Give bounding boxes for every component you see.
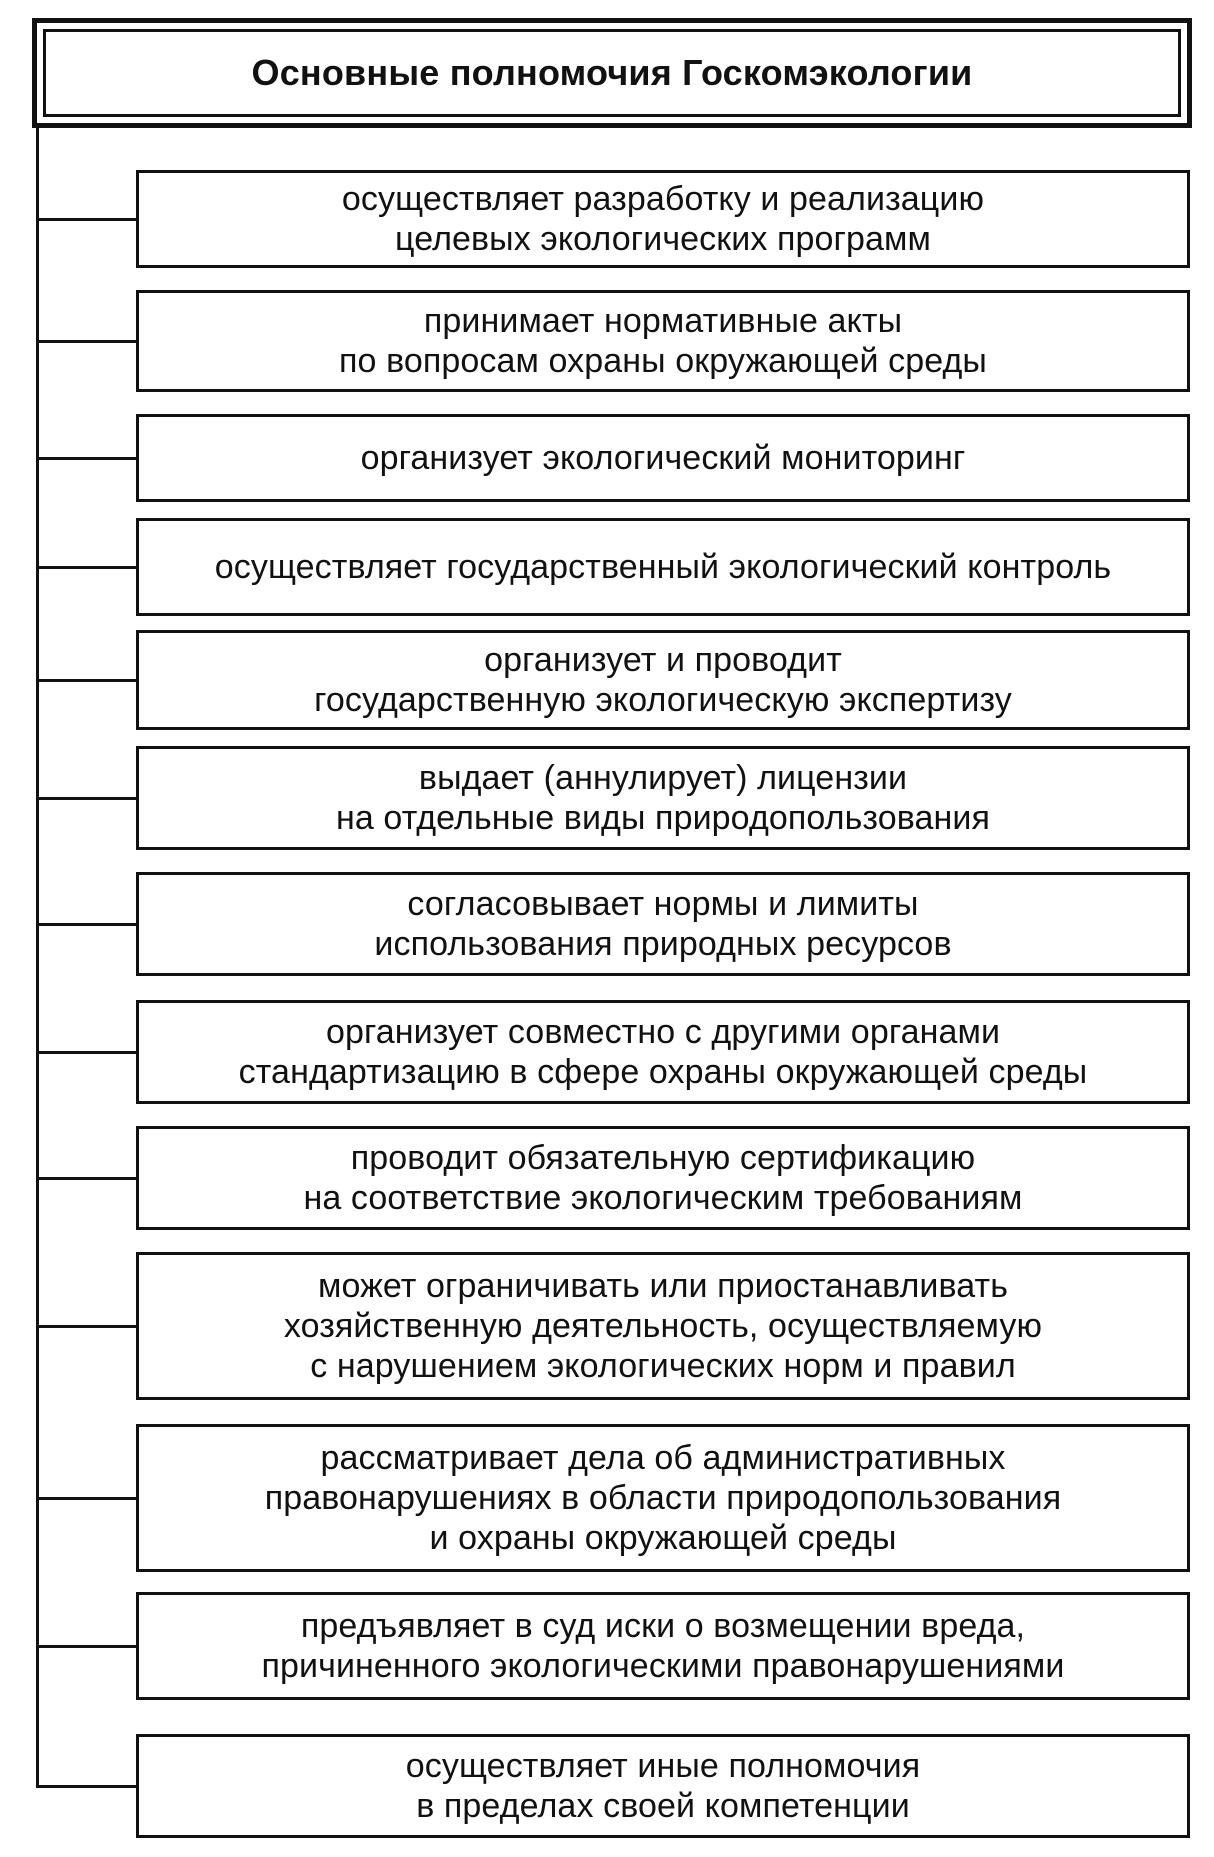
authority-text-line: на соответствие экологическим требованиям [303,1179,1023,1217]
connector-line [36,1497,136,1500]
authority-box [136,872,1190,976]
connector-line [36,1645,136,1648]
connector-line [36,923,136,926]
authority-text-line: организует и проводит [484,641,842,679]
authority-box [136,290,1190,392]
connector-line [36,457,136,460]
connector-line [36,340,136,343]
authority-text-line: правонарушениях в области природопользования [264,1479,1062,1517]
authority-text-line: с нарушением экологических норм и правил [310,1347,1016,1385]
authority-text-line: выдает (аннулирует) лицензии [418,759,908,797]
authority-text-line: хозяйственную деятельность, осуществляемую [283,1307,1043,1345]
connector-line [36,1177,136,1180]
diagram-header [32,18,1192,128]
authority-text-line: использования природных ресурсов [374,925,952,963]
authority-box [136,1424,1190,1572]
authority-text-line: организует экологический мониторинг [360,439,966,477]
authority-text-line: и охраны окружающей среды [429,1519,897,1557]
authority-box [136,414,1190,502]
connector-line [36,1051,136,1054]
authority-text-line: предъявляет в суд иски о возмещении вреда, [300,1607,1026,1645]
authority-box [136,1252,1190,1400]
authority-text-line: по вопросам охраны окружающей среды [339,342,987,380]
connector-line [36,566,136,569]
diagram-header-inner [43,29,1181,117]
authority-text-line: проводит обязательную сертификацию [350,1139,976,1177]
authority-box [136,518,1190,616]
authority-text-line: принимает нормативные акты [423,302,903,340]
connector-line [36,1785,136,1788]
authority-text-line: государственную экологическую экспертизу [314,681,1012,719]
connector-line [36,797,136,800]
authority-box [136,1734,1190,1838]
authority-text-line: стандартизацию в сфере охраны окружающей среды [238,1053,1088,1091]
authority-box [136,1126,1190,1230]
authority-box [136,170,1190,268]
authority-text-line: причиненного экологическими правонарушениями [261,1647,1065,1685]
authority-text-line: может ограничивать или приостанавливать [317,1267,1009,1305]
diagram-title: Основные полномочия Госкомэкологии [251,52,973,93]
authority-box [136,746,1190,850]
authority-box [136,1000,1190,1104]
authority-text-line: в пределах своей компетенции [416,1787,910,1825]
authority-text-line: целевых экологических программ [395,220,931,258]
tree-spine-line [36,128,39,1788]
authority-text-line: осуществляет государственный экологический контроль [214,548,1112,586]
authority-text-line: согласовывает нормы и лимиты [407,885,919,923]
authority-text-line: осуществляет иные полномочия [405,1747,921,1785]
connector-line [36,218,136,221]
authority-box [136,1592,1190,1700]
authority-text-line: осуществляет разработку и реализацию [341,180,985,218]
authority-text-line: рассматривает дела об административных [320,1439,1006,1477]
authority-box [136,630,1190,730]
connector-line [36,1325,136,1328]
authority-text-line: организует совместно с другими органами [325,1013,1001,1051]
connector-line [36,679,136,682]
authority-text-line: на отдельные виды природопользования [336,799,990,837]
